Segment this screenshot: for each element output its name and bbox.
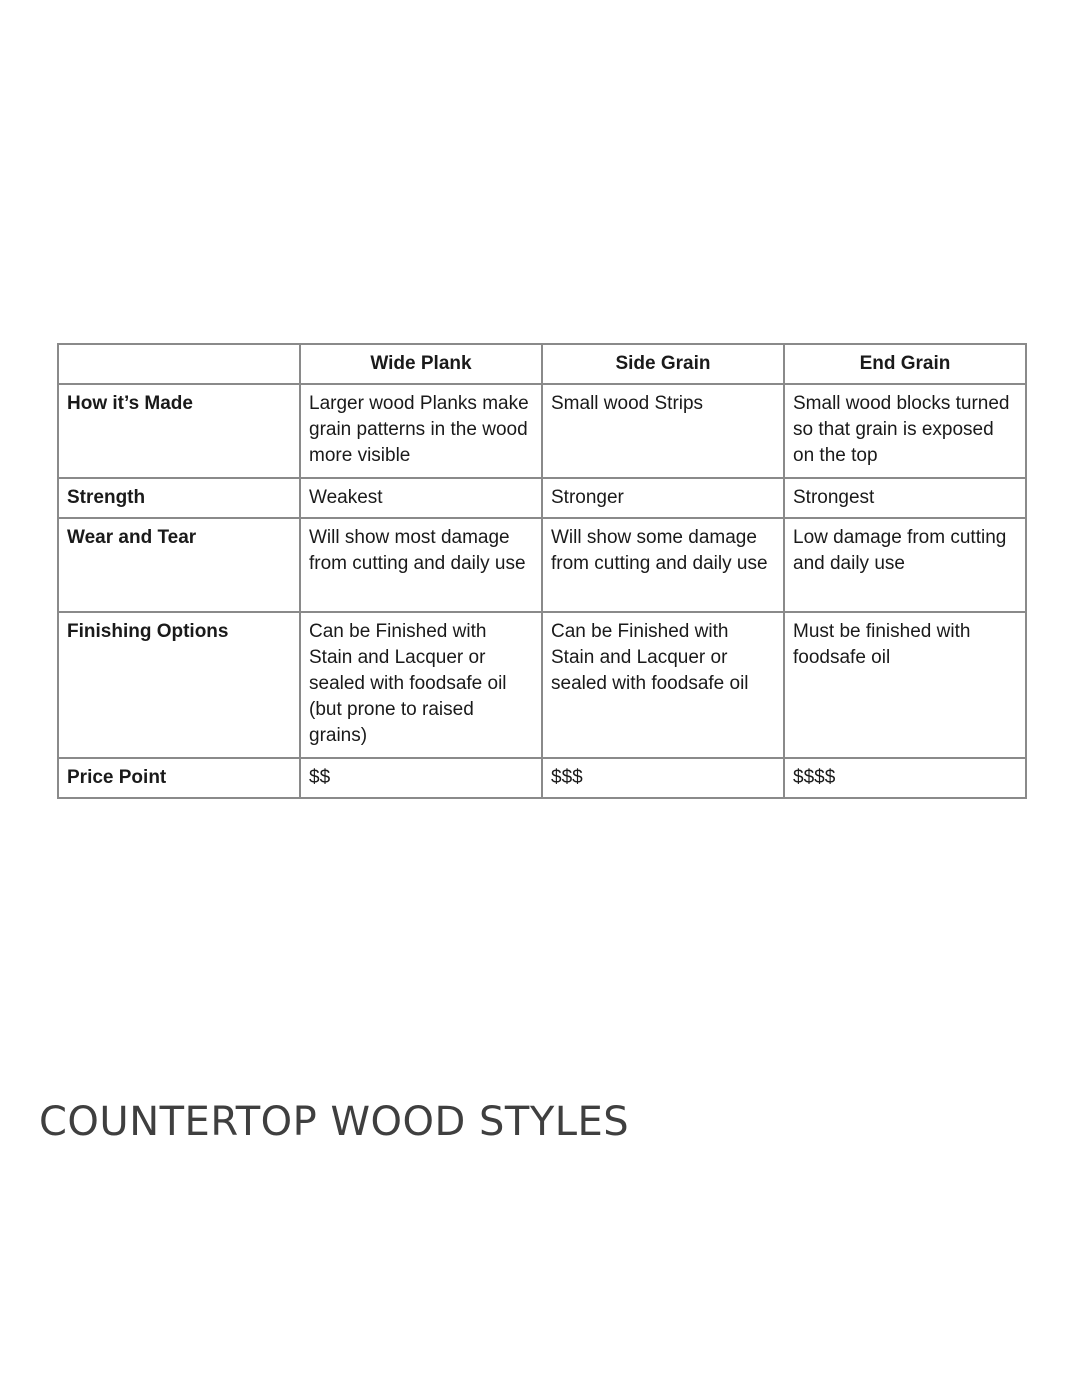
cell-wide-plank: Weakest: [300, 478, 542, 518]
header-corner-cell: [58, 344, 300, 384]
row-label-how-its-made: How it’s Made: [58, 384, 300, 478]
row-label-price-point: Price Point: [58, 758, 300, 798]
table-header-row: [58, 344, 1026, 384]
page-caption: COUNTERTOP WOOD STYLES: [39, 1099, 630, 1145]
row-label-finishing-options: Finishing Options: [58, 612, 300, 758]
cell-end-grain: Must be finished with foodsafe oil: [784, 612, 1026, 758]
header-end-grain: End Grain: [784, 344, 1026, 384]
table-row: [58, 612, 1026, 758]
cell-side-grain: Will show some damage from cutting and daily use: [542, 518, 784, 612]
cell-wide-plank: Can be Finished with Stain and Lacquer or sealed with foodsafe oil (but prone to raised grains): [300, 612, 542, 758]
comparison-table: [57, 343, 1027, 799]
cell-side-grain: Can be Finished with Stain and Lacquer or sealed with foodsafe oil: [542, 612, 784, 758]
table-row: [58, 518, 1026, 612]
cell-wide-plank: Will show most damage from cutting and daily use: [300, 518, 542, 612]
cell-side-grain: Small wood Strips: [542, 384, 784, 478]
row-label-wear-and-tear: Wear and Tear: [58, 518, 300, 612]
cell-wide-plank: Larger wood Planks make grain patterns in the wood more visible: [300, 384, 542, 478]
cell-side-grain: Stronger: [542, 478, 784, 518]
cell-end-grain: Strongest: [784, 478, 1026, 518]
table-row: [58, 478, 1026, 518]
wood-styles-comparison: [57, 343, 1025, 799]
row-label-strength: Strength: [58, 478, 300, 518]
table-row: [58, 384, 1026, 478]
header-wide-plank: Wide Plank: [300, 344, 542, 384]
cell-side-grain: $$$: [542, 758, 784, 798]
header-side-grain: Side Grain: [542, 344, 784, 384]
table-row: [58, 758, 1026, 798]
cell-end-grain: Low damage from cutting and daily use: [784, 518, 1026, 612]
cell-wide-plank: $$: [300, 758, 542, 798]
cell-end-grain: Small wood blocks turned so that grain is exposed on the top: [784, 384, 1026, 478]
cell-end-grain: $$$$: [784, 758, 1026, 798]
